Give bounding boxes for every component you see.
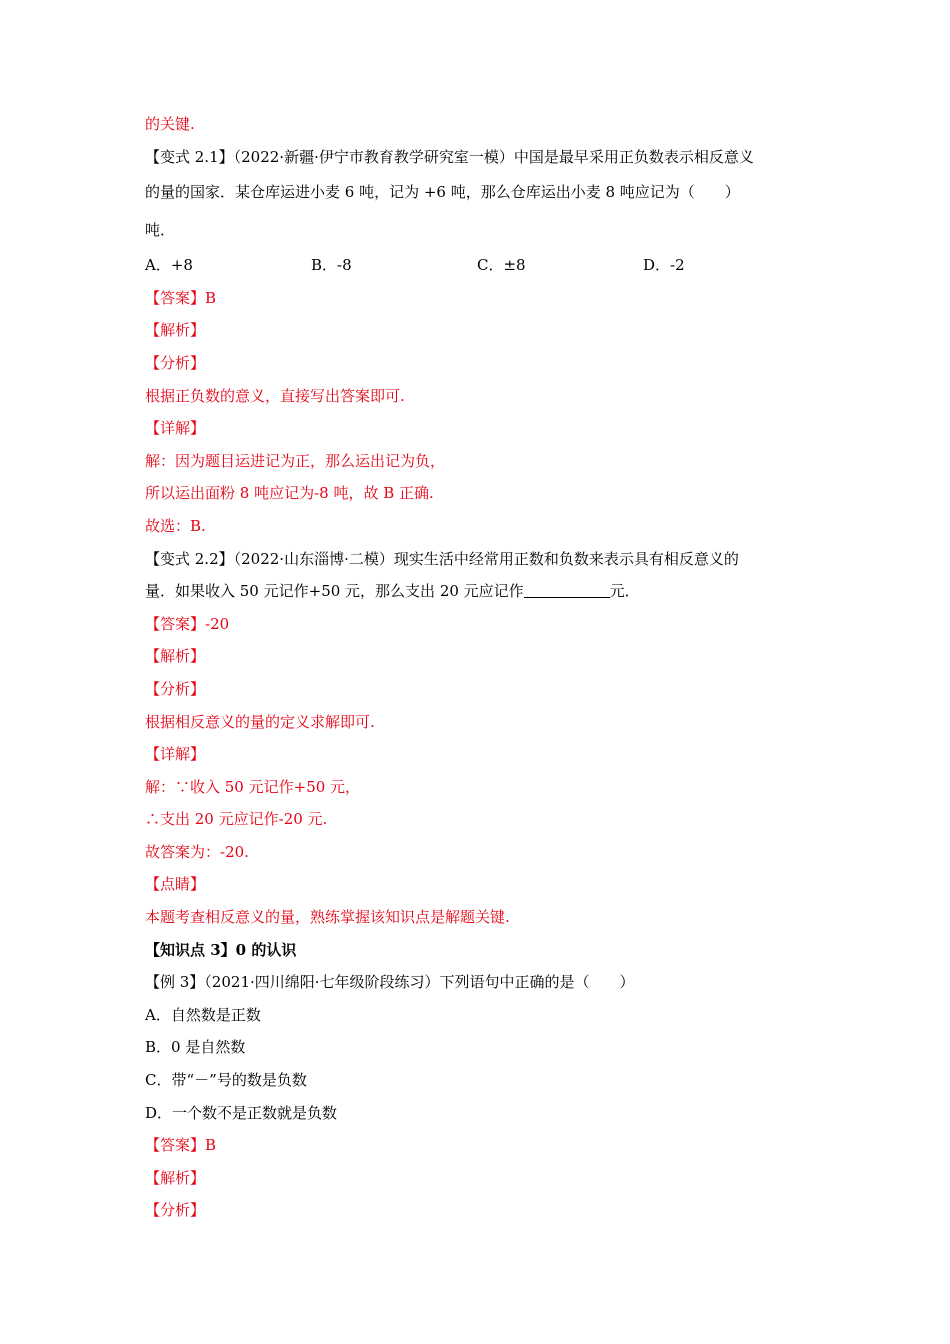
question-text: 吨． xyxy=(145,221,176,240)
question-text xyxy=(145,575,810,608)
analysis-text: 根据相反意义的量的定义求解即可. xyxy=(145,712,375,731)
comment-heading: 【点睛】 xyxy=(145,875,206,894)
question-text-part: 量．如果收入 50 元记作+50 元，那么支出 20 元应记作 xyxy=(145,582,524,601)
analysis-sub-heading: 【分析】 xyxy=(145,353,206,372)
question-text: 的量的国家．某仓库运进小麦 6 吨，记为 +6 吨，那么仓库运出小麦 8 吨应记为（ ） xyxy=(145,183,740,202)
text-line: 的关键. xyxy=(145,115,195,133)
document-page xyxy=(145,108,810,1227)
option-c: C．±8 xyxy=(477,256,526,275)
analysis-heading: 【解析】 xyxy=(145,321,206,340)
answer-line: 【答案】B xyxy=(145,288,217,307)
answer-line: 【答案】B xyxy=(145,1136,217,1155)
analysis-text: 根据正负数的意义，直接写出答案即可. xyxy=(145,386,405,405)
section-heading: 【知识点 3】0 的认识 xyxy=(145,940,297,959)
detail-text: 所以运出面粉 8 吨应记为-8 吨，故 B 正确. xyxy=(145,484,434,503)
detail-text: 解：因为题目运进记为正，那么运出记为负， xyxy=(145,451,446,470)
detail-heading: 【详解】 xyxy=(145,745,206,764)
detail-text: ∴支出 20 元应记作-20 元. xyxy=(145,810,328,829)
detail-text: 解：∵收入 50 元记作+50 元， xyxy=(145,777,361,796)
option-c: C．带“－”号的数是负数 xyxy=(145,1071,307,1090)
detail-heading: 【详解】 xyxy=(145,419,206,438)
option-a: A．自然数是正数 xyxy=(145,1005,261,1024)
analysis-sub-heading: 【分析】 xyxy=(145,679,206,698)
question-title: 【例 3】（2021·四川绵阳·七年级阶段练习）下列语句中正确的是（ ） xyxy=(145,973,635,992)
detail-text: 故答案为：-20. xyxy=(145,842,249,861)
option-d: D．-2 xyxy=(643,256,685,275)
answer-blank xyxy=(524,579,610,598)
analysis-heading: 【解析】 xyxy=(145,1168,206,1187)
analysis-heading: 【解析】 xyxy=(145,647,206,666)
option-b: B．-8 xyxy=(311,256,352,275)
detail-text: 故选：B. xyxy=(145,516,206,535)
question-title: 【变式 2.2】（2022·山东淄博·二模）现实生活中经常用正数和负数来表示具有相反意义的 xyxy=(145,549,739,568)
options-row xyxy=(145,249,810,282)
question-text-part: 元． xyxy=(609,582,640,601)
comment-text: 本题考查相反意义的量，熟练掌握该知识点是解题关键. xyxy=(145,908,510,927)
option-d: D．一个数不是正数就是负数 xyxy=(145,1103,338,1122)
answer-line: 【答案】-20 xyxy=(145,614,230,633)
option-a: A．+8 xyxy=(145,256,193,275)
option-b: B．0 是自然数 xyxy=(145,1038,246,1057)
question-title: 【变式 2.1】（2022·新疆·伊宁市教育教学研究室一模）中国是最早采用正负数表示相反意义 xyxy=(145,147,754,166)
analysis-sub-heading: 【分析】 xyxy=(145,1201,206,1220)
